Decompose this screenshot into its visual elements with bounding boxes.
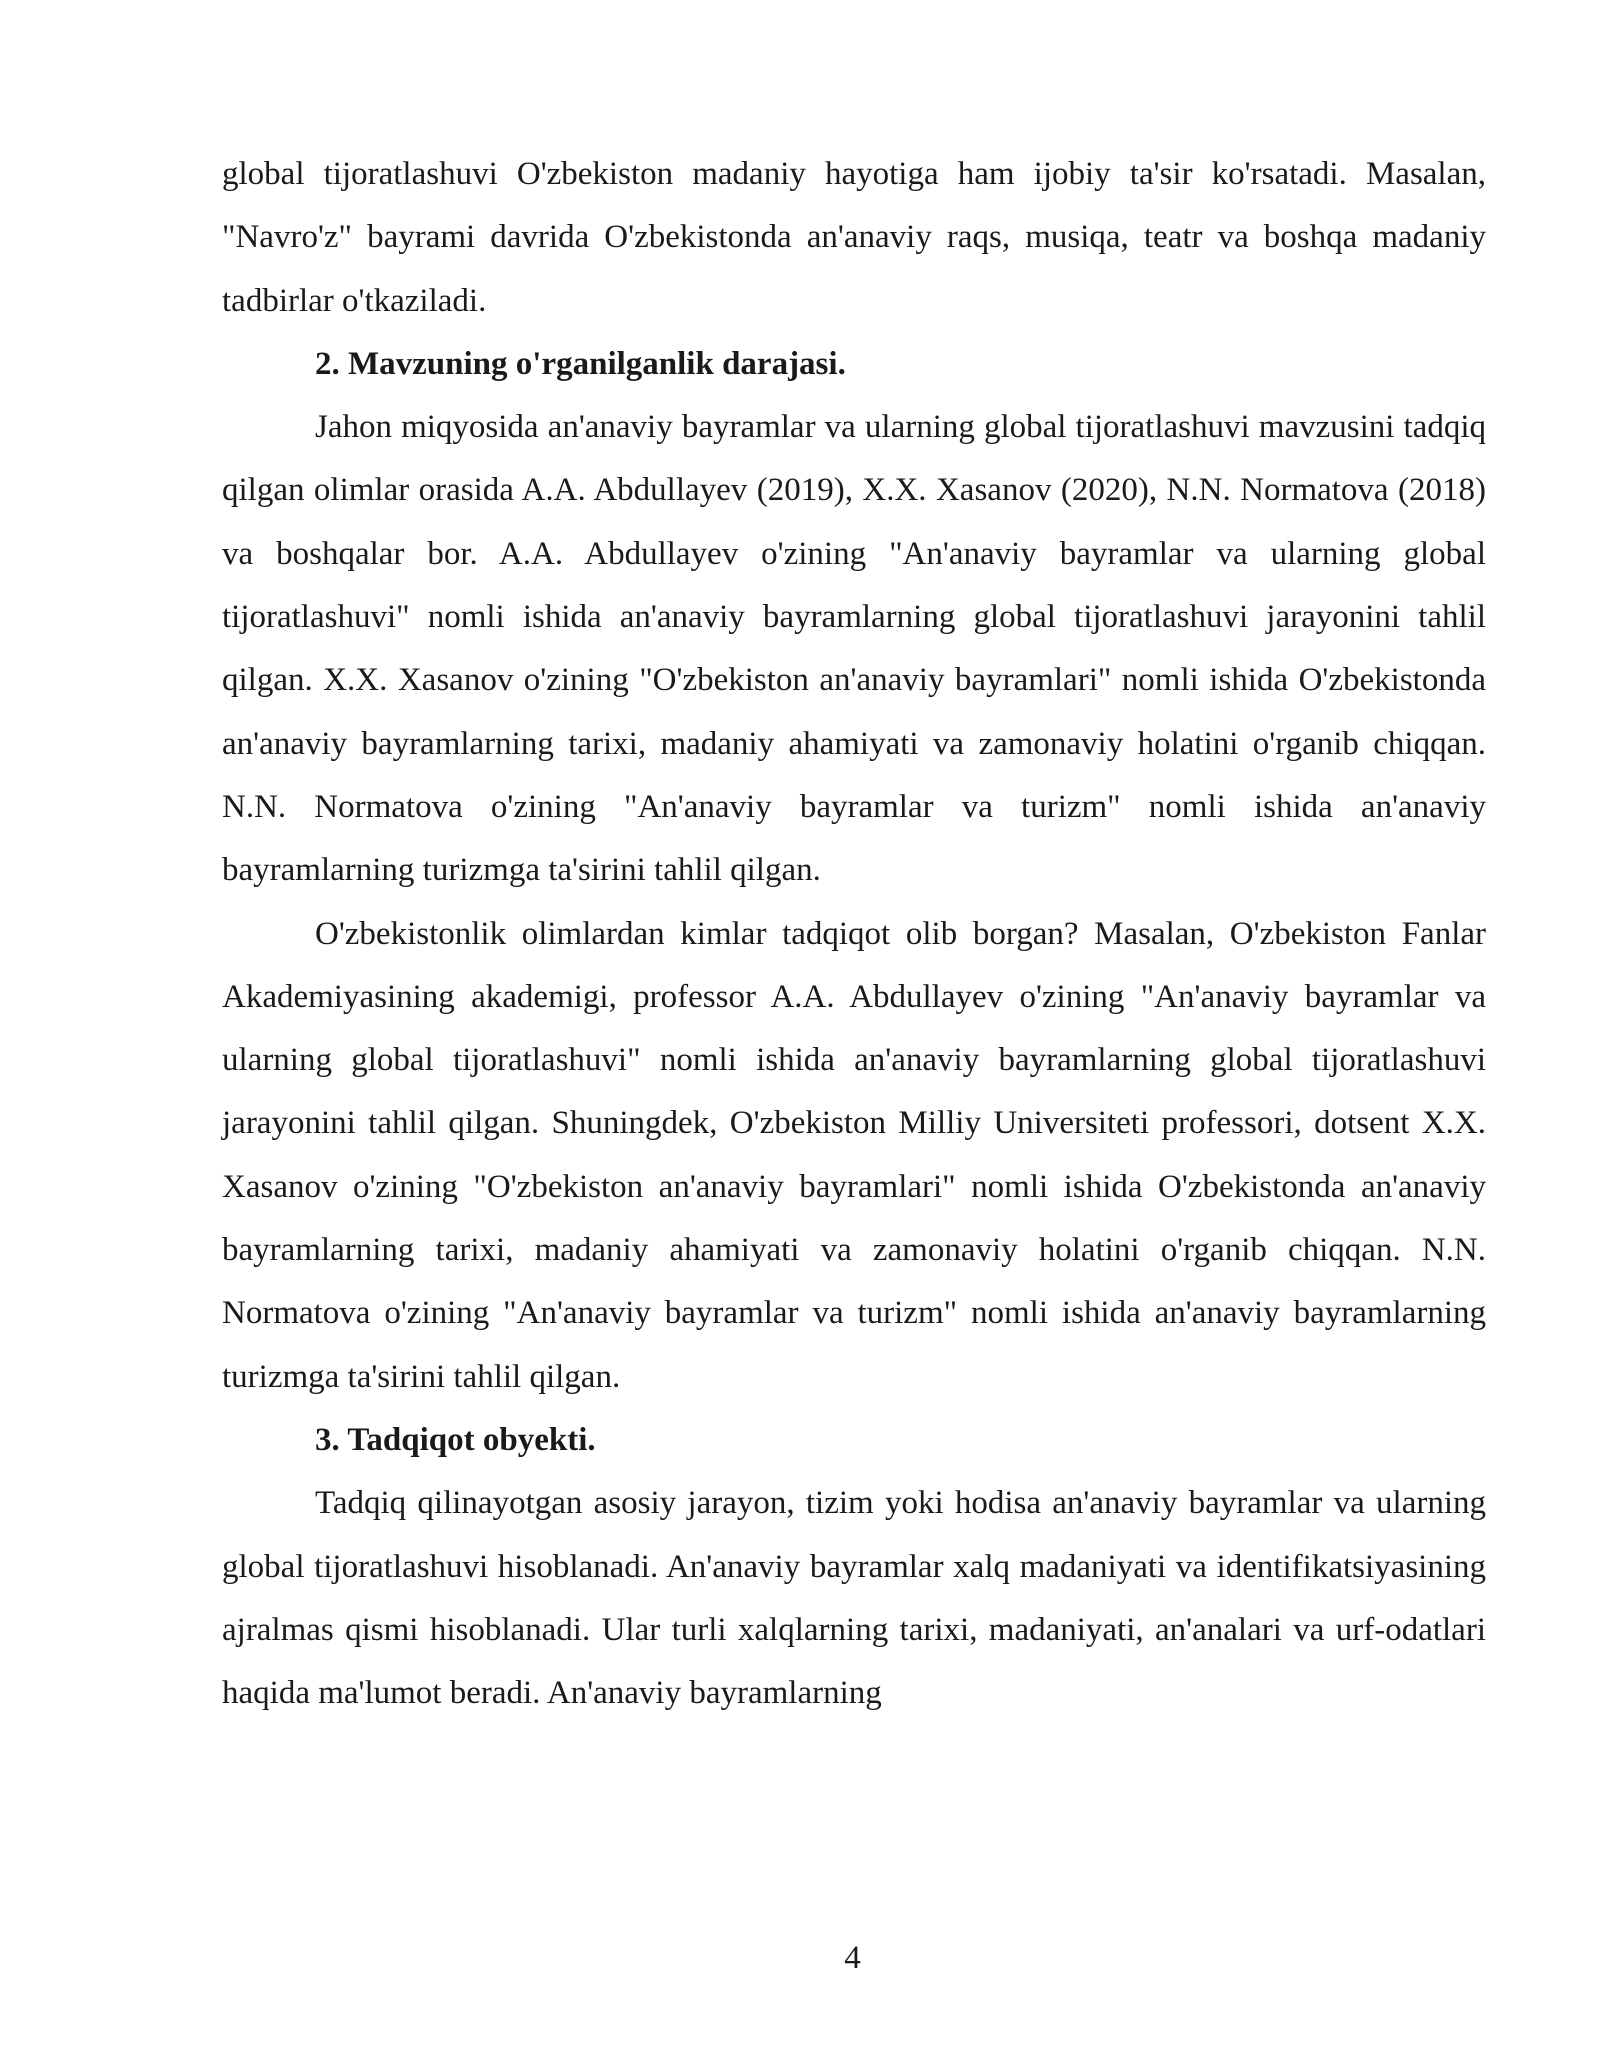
section-heading-research-object: 3. Tadqiqot obyekti.: [315, 1421, 596, 1458]
page-number: 4: [844, 1940, 861, 1976]
paragraph-world-research: Jahon miqyosida an'anaviy bayramlar va ularning global tijoratlashuvi mavzusini tadqiq qilgan olimlar orasida A.A. Abdullayev (2019), X.X. Xasanov (2020), N.N. Normatova (2018) va boshqalar bor. A.A. Abdullayev o'zining "An'anaviy bayramlar va ularning global tijoratlashuvi" nomli ishida an'anaviy bayramlarning global tijoratlashuvi jarayonini tahlil qilgan. X.X. Xasanov o'zining "O'zbekiston an'anaviy bayramlari" nomli ishida O'zbekistonda an'anaviy bayramlarning tarixi, madaniy ahamiyati va zamonaviy holatini o'rganib chiqqan. N.N. Normatova o'zining "An'anaviy bayramlar va turizm" nomli ishida an'anaviy bayramlarning turizmga ta'sirini tahlil qilgan.: [222, 409, 1486, 889]
document-page: [222, 143, 1486, 1725]
paragraph-uzbek-scholars: O'zbekistonlik olimlardan kimlar tadqiqot olib borgan? Masalan, O'zbekiston Fanlar Akademiyasining akademigi, professor A.A. Abdullayev o'zining "An'anaviy bayramlar va ularning global tijoratlashuvi" nomli ishida an'anaviy bayramlarning global tijoratlashuvi jarayonini tahlil qilgan. Shuningdek, O'zbekiston Milliy Universiteti professori, dotsent X.X. Xasanov o'zining "O'zbekiston an'anaviy bayramlari" nomli ishida O'zbekistonda an'anaviy bayramlarning tarixi, madaniy ahamiyati va zamonaviy holatini o'rganib chiqqan. N.N. Normatova o'zining "An'anaviy bayramlar va turizm" nomli ishida an'anaviy bayramlarning turizmga ta'sirini tahlil qilgan.: [222, 915, 1486, 1395]
section-heading-study-level: 2. Mavzuning o'rganilganlik darajasi.: [315, 345, 846, 382]
paragraph-continued: global tijoratlashuvi O'zbekiston madaniy hayotiga ham ijobiy ta'sir ko'rsatadi. Masalan, "Navro'z" bayrami davrida O'zbekistonda an'anaviy raqs, musiqa, teatr va boshqa madaniy tadbirlar o'tkaziladi.: [222, 156, 1486, 319]
paragraph-research-object: Tadqiq qilinayotgan asosiy jarayon, tizim yoki hodisa an'anaviy bayramlar va ularning global tijoratlashuvi hisoblanadi. An'anaviy bayramlar xalq madaniyati va identifikatsiyasining ajralmas qismi hisoblanadi. Ular turli xalqlarning tarixi, madaniyati, an'analari va urf-odatlari haqida ma'lumot beradi. An'anaviy bayramlarning: [222, 1485, 1486, 1712]
